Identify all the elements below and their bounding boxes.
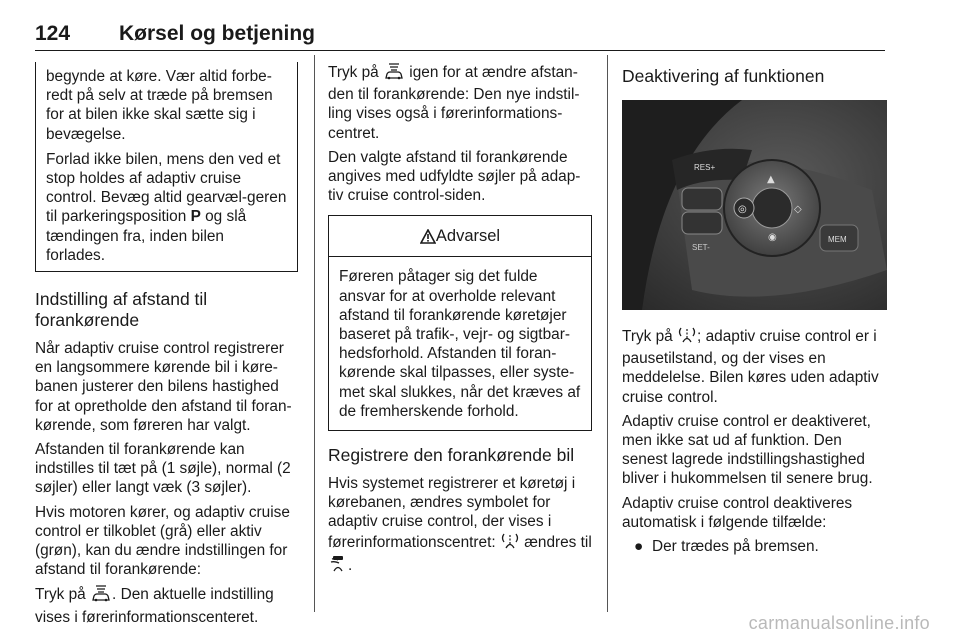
acc-icon xyxy=(677,326,697,349)
warning-box xyxy=(328,215,592,431)
warning-box-continued xyxy=(35,62,298,272)
section-heading: Indstilling af afstand til forankørende xyxy=(35,289,208,331)
section-heading: Deaktivering af funktionen xyxy=(622,66,825,86)
column-1 xyxy=(35,62,298,632)
column-divider xyxy=(607,55,608,612)
page-header xyxy=(35,20,885,51)
svg-text:SET-: SET- xyxy=(692,243,710,252)
paragraph: Tryk på . Den aktuelle indstilling vises i førerinformationscenteret. xyxy=(35,586,274,626)
svg-text:▲: ▲ xyxy=(767,174,775,185)
box-paragraph: begynde at køre. Vær altid forbe-redt på selv at træde på bremsen for at bilen ikke skal sætte sig i bevægelse. xyxy=(46,68,273,143)
acc-icon xyxy=(500,532,520,555)
section-heading: Registrere den forankørende bil xyxy=(328,445,575,466)
distance-car-icon xyxy=(90,584,112,607)
paragraph: Den valgte afstand til forankørende angives med udfyldte søjler på adap-tiv cruise control-siden. xyxy=(328,148,581,205)
svg-text:◎: ◎ xyxy=(738,204,747,215)
distance-car-icon xyxy=(383,62,405,85)
warning-triangle-icon xyxy=(420,219,436,259)
page-number: 124 xyxy=(35,22,71,45)
column-2 xyxy=(328,62,592,583)
warning-header xyxy=(329,216,591,257)
warning-text: Føreren påtager sig det fulde ansvar for at overholde relevant afstand til forankørende køretøjer baseret på trafik-, vejr- og sigtbar-hedsforhold. Afstanden til foran-kørende skal tilpasses, eller syste-met skal slukkes, når det kræves af de fremherskende forhold. xyxy=(339,268,581,420)
bullet-icon: ● xyxy=(634,538,644,556)
box-paragraph: Forlad ikke bilen, mens den ved et stop holdes af adaptiv cruise control. Bevæg altid gearvæl-geren til parkeringsposition P og slå tændingen fra, inden bilen forlades. xyxy=(46,150,287,264)
column-3 xyxy=(622,62,887,556)
svg-text:◉: ◉ xyxy=(768,232,777,243)
list-item xyxy=(634,537,887,556)
paragraph: Hvis systemet registrerer et køretøj i kørebanen, ændres symbolet for adaptiv cruise control, der vises i førerinformationscentret: ændres til . xyxy=(328,474,592,578)
paragraph: Når adaptiv cruise control registrerer en langsommere kørende bil i køre-banen justerer den bilens hastighed for at opretholde den afstand til foran-kørende, som føreren har valgt. xyxy=(35,340,292,434)
svg-text:RES+: RES+ xyxy=(694,163,716,172)
paragraph: Adaptiv cruise control er deaktiveret, men ikke sat ud af funktion. Den senest lagrede indstillingshastighed bliver i hukommelsen til senere brug. xyxy=(622,412,873,488)
paragraph: Afstanden til forankørende kan indstilles til tæt på (1 søjle), normal (2 søjler) eller langt væk (3 søjler). xyxy=(35,441,291,497)
svg-text:◇: ◇ xyxy=(794,204,802,215)
column-divider xyxy=(314,55,315,612)
page-title: Kørsel og betjening xyxy=(119,22,316,45)
paragraph: Hvis motoren kører, og adaptiv cruise control er tilkoblet (grå) eller aktiv (grøn), kan du ændre indstillingen for afstand til forankørende: xyxy=(35,503,290,579)
steering-wheel-photo xyxy=(622,100,887,310)
paragraph: Tryk på ; adaptiv cruise control er i pausetilstand, og der vises en meddelelse. Bilen køres uden adaptiv cruise control. xyxy=(622,328,879,406)
paragraph: Tryk på igen for at ændre afstan-den til forankørende: Den nye indstil-ling vises også i førerinformations-centret. xyxy=(328,64,580,142)
warning-title: Advarsel xyxy=(435,227,501,246)
acc-car-detected-icon xyxy=(328,555,348,578)
list-item-text: Der trædes på bremsen. xyxy=(652,538,819,556)
warning-body xyxy=(329,257,591,430)
paragraph: Adaptiv cruise control deaktiveres automatisk i følgende tilfælde: xyxy=(622,494,853,531)
watermark: carmanualsonline.info xyxy=(748,613,930,633)
svg-text:MEM: MEM xyxy=(828,235,847,244)
